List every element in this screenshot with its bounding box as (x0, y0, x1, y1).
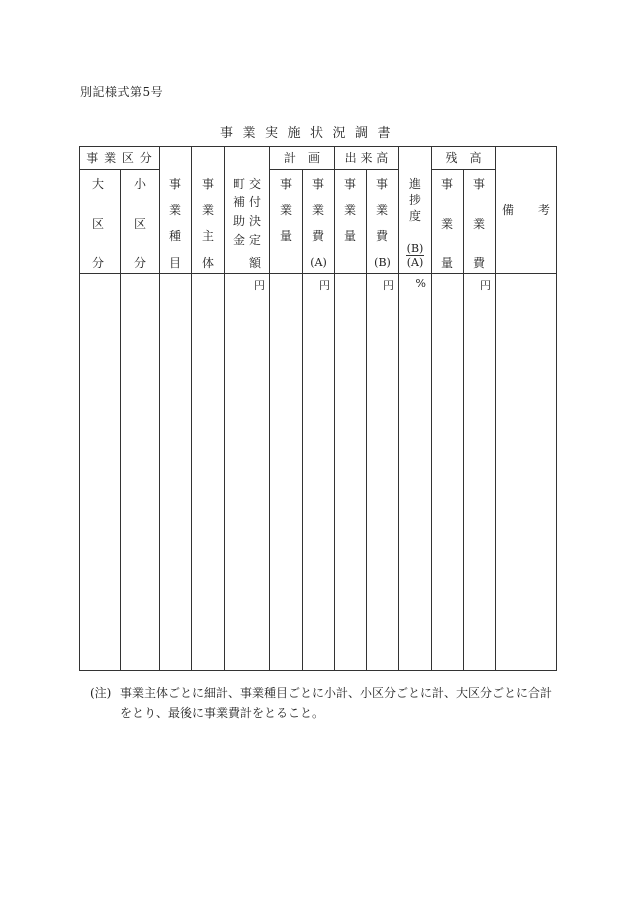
header-kettei-a4: 金 (233, 233, 246, 247)
header-kettei-b3: 決 (249, 214, 262, 228)
header-shumoku-2: 業 (169, 203, 182, 217)
unit-yen-kettei: 円 (254, 279, 265, 292)
header-dai-1: 大 (92, 177, 105, 191)
header-shinchoku-2: 捗 (409, 193, 422, 207)
header-dekidaka-hi-1: 事 (376, 177, 389, 191)
header-kettei-b4: 定 (249, 233, 262, 247)
header-biko: 備 考 (501, 203, 550, 217)
unit-percent: % (415, 277, 426, 290)
header-shutai-1: 事 (202, 177, 215, 191)
header-ratio-denominator: (A) (406, 256, 424, 269)
header-marker-b: (B) (374, 256, 391, 269)
unit-yen-zandaka: 円 (480, 279, 491, 292)
header-zandaka-hi-3: 費 (473, 256, 486, 270)
header-keikaku: 計 画 (283, 151, 320, 165)
header-dekidaka-hi-3: 費 (376, 229, 389, 243)
form-label: 別記様式第5号 (80, 85, 164, 99)
header-sho-2: 区 (134, 217, 147, 231)
header-dai-3: 分 (92, 256, 105, 270)
footnote-text-2: をとり、最後に事業費計をとること。 (120, 706, 325, 720)
unit-yen-keikaku: 円 (319, 279, 330, 292)
header-dekidaka-ryo-2: 業 (344, 203, 357, 217)
header-shumoku-4: 目 (169, 256, 182, 270)
header-jigyo-kubun: 事 業 区 分 (86, 151, 153, 165)
header-kettei-a2: 補 (233, 195, 246, 209)
header-shumoku-1: 事 (169, 177, 182, 191)
header-dekidaka-hi-2: 業 (376, 203, 389, 217)
header-kettei-gaku: 額 (249, 256, 262, 270)
header-dekidaka-ryo-3: 量 (344, 229, 357, 243)
header-shutai-4: 体 (202, 256, 215, 270)
footnote-prefix: (注) (90, 686, 112, 700)
footnote (90, 683, 560, 723)
header-zandaka-ryo-2: 業 (441, 217, 454, 231)
header-zandaka-ryo-1: 事 (441, 177, 454, 191)
header-kettei-a3: 助 (233, 214, 246, 228)
header-shinchoku-1: 進 (409, 177, 422, 191)
header-keikaku-ryo-2: 業 (280, 203, 293, 217)
header-shumoku-3: 種 (169, 229, 182, 243)
header-shutai-2: 業 (202, 203, 215, 217)
header-sho-3: 分 (134, 256, 147, 270)
header-keikaku-ryo-3: 量 (280, 229, 293, 243)
header-keikaku-hi-3: 費 (312, 229, 325, 243)
footnote-line-1 (90, 683, 560, 703)
header-dekidaka: 出 来 高 (344, 151, 389, 165)
header-keikaku-ryo-1: 事 (280, 177, 293, 191)
header-keikaku-hi-1: 事 (312, 177, 325, 191)
header-dekidaka-ryo-1: 事 (344, 177, 357, 191)
header-shutai-3: 主 (202, 229, 215, 243)
header-dai-2: 区 (92, 217, 105, 231)
unit-yen-dekidaka: 円 (383, 279, 394, 292)
header-zandaka: 残 高 (445, 151, 482, 165)
header-kettei-b2: 付 (249, 195, 262, 209)
header-kettei-a1: 町 (233, 177, 246, 191)
page-title: 事業実施状況調書 (220, 126, 401, 141)
header-sho-1: 小 (134, 177, 147, 191)
header-zandaka-hi-2: 業 (473, 217, 486, 231)
header-ratio-numerator: (B) (406, 242, 424, 255)
header-shinchoku-3: 度 (409, 209, 422, 223)
header-keikaku-hi-2: 業 (312, 203, 325, 217)
footnote-text-1: 事業主体ごとに細計、事業種目ごとに小計、小区分ごとに計、大区分ごとに合計 (120, 686, 553, 700)
header-zandaka-hi-1: 事 (473, 177, 486, 191)
header-kettei-b1: 交 (249, 177, 262, 191)
header-marker-a: (A) (310, 256, 327, 269)
header-zandaka-ryo-3: 量 (441, 256, 454, 270)
